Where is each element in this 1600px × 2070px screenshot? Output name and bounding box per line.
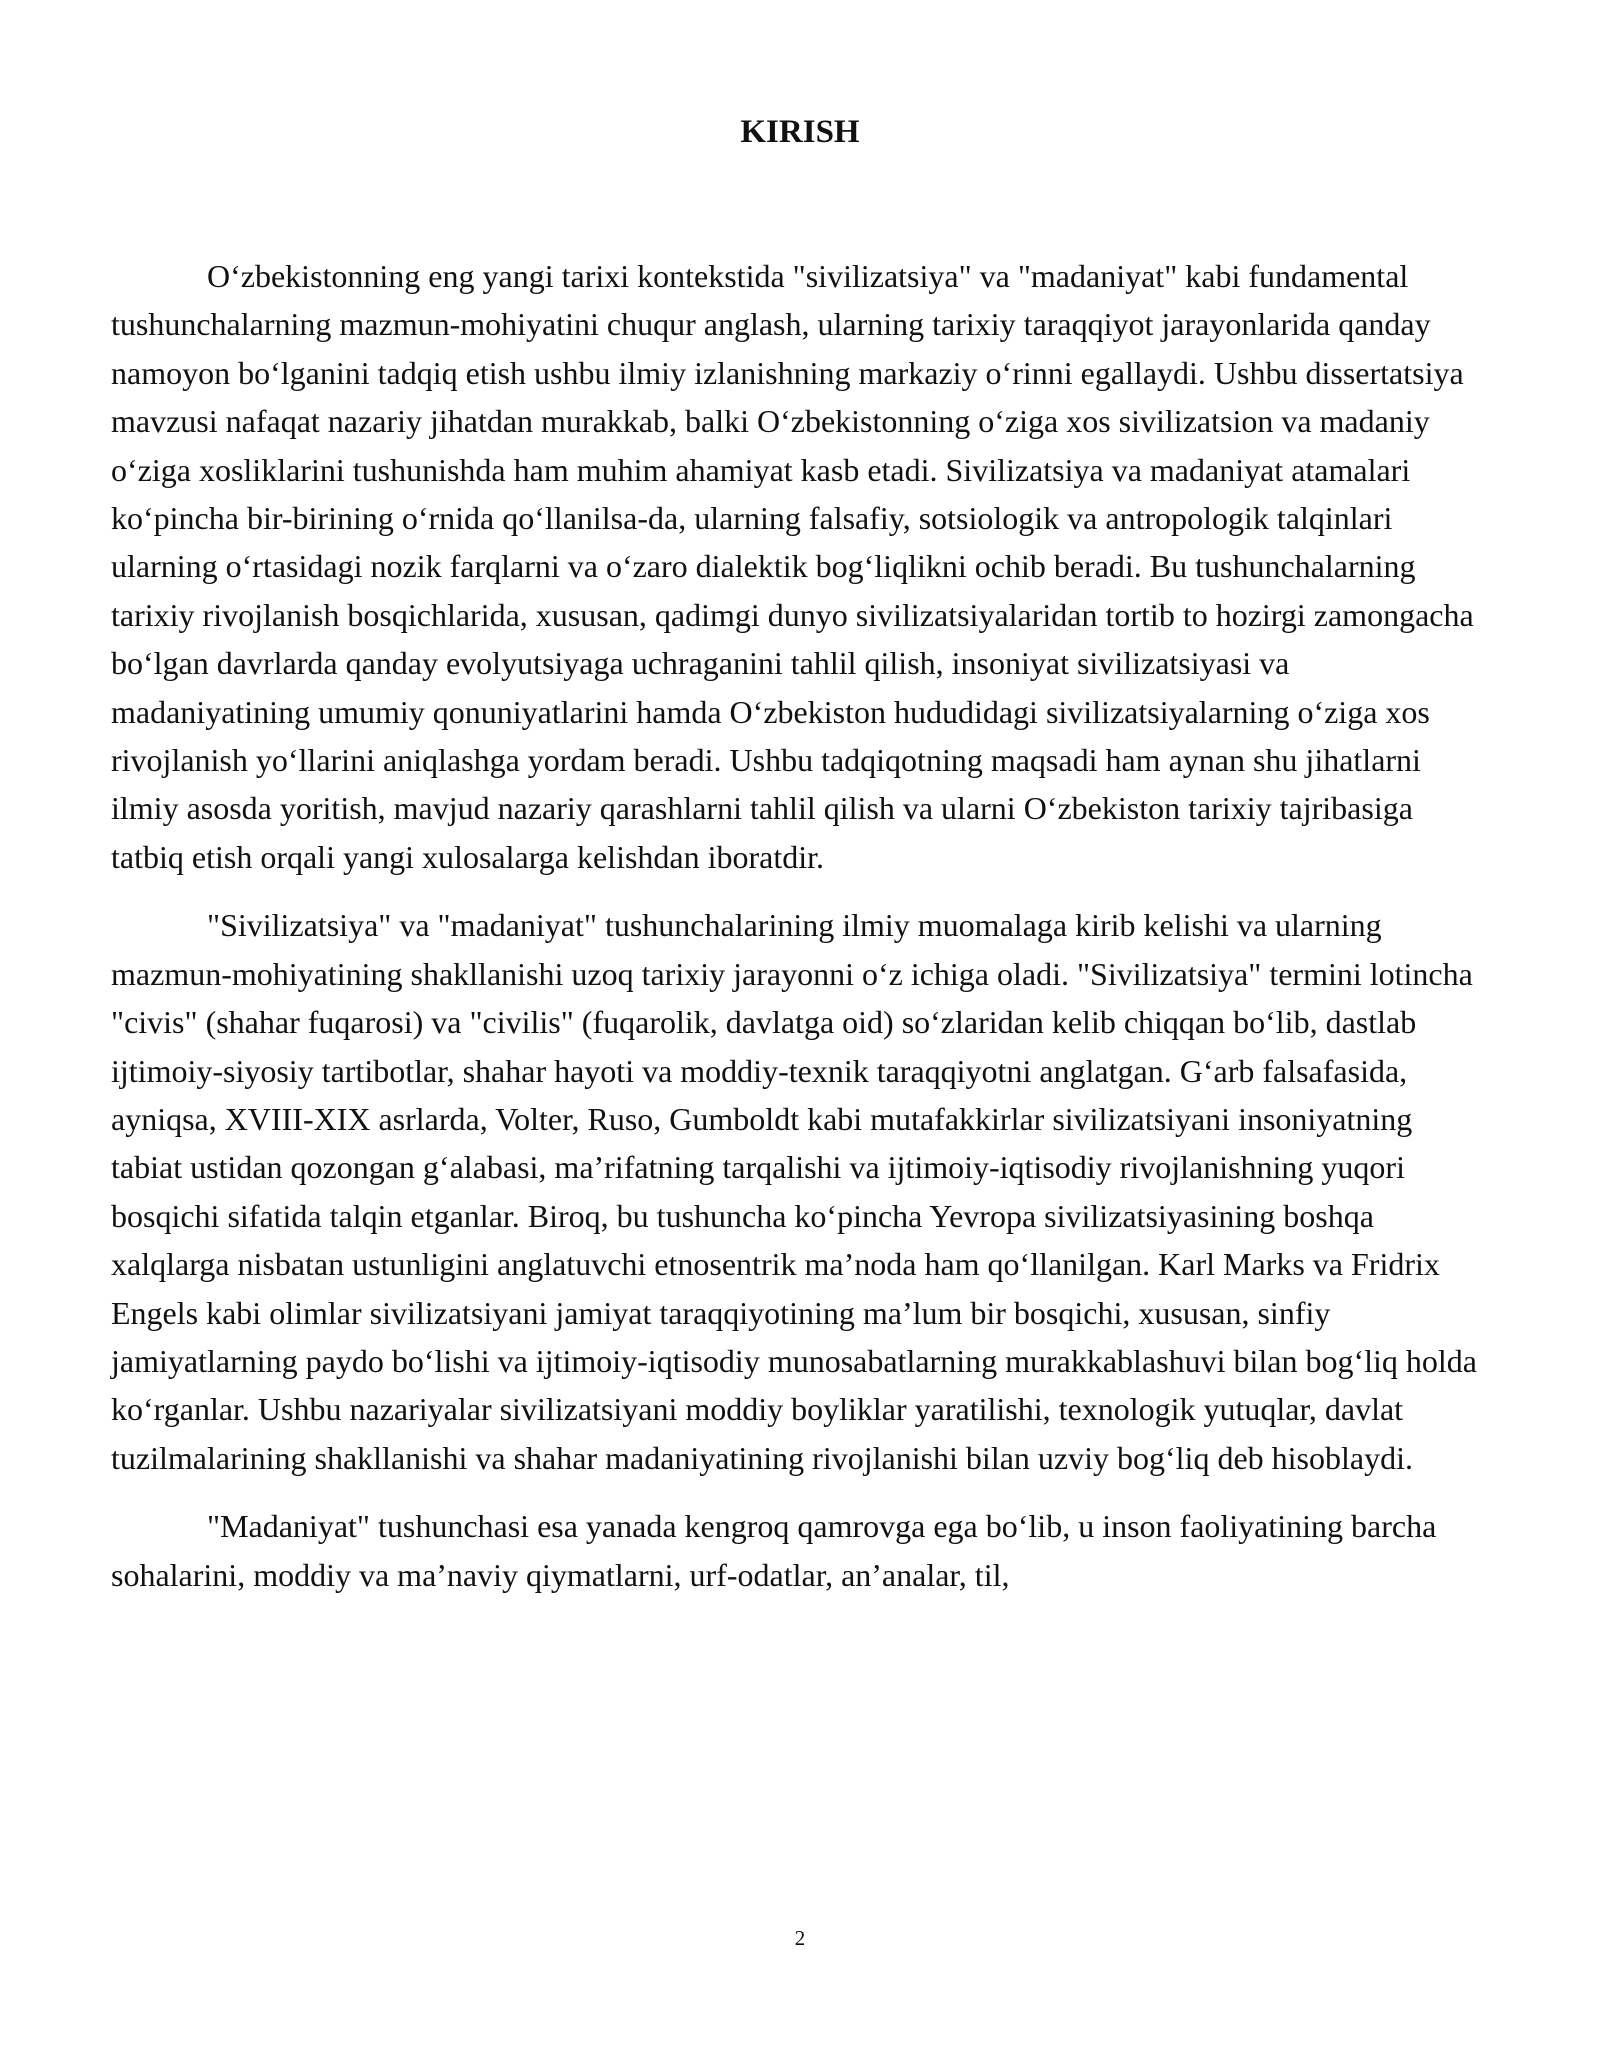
paragraph-culture-term: "Madaniyat" tushunchasi esa yanada kengroq qamrovga ega bo‘lib, u inson faoliyatining barcha sohalarini, moddiy va ma’naviy qiymatlarni, urf-odatlar, an’analar, til, <box>111 1508 1437 1593</box>
page-title: KIRISH <box>740 114 860 150</box>
page-number: 2 <box>794 1926 806 1950</box>
paragraph-civilization-term: "Sivilizatsiya" va "madaniyat" tushunchalarining ilmiy muomalaga kirib kelishi va ularning mazmun-mohiyatining shakllanishi uzoq tarixiy jarayonni o‘z ichiga oladi. "Sivilizatsiya" termini lotincha "civis" (shahar fuqarosi) va "civilis" (fuqarolik, davlatga oid) so‘zlaridan kelib chiqqan bo‘lib, dastlab ijtimoiy-siyosiy tartibotlar, shahar hayoti va moddiy-texnik taraqqiyotni anglatgan. G‘arb falsafasida, ayniqsa, XVIII-XIX asrlarda, Volter, Ruso, Gumboldt kabi mutafakkirlar sivilizatsiyani insoniyatning tabiat ustidan qozongan g‘alabasi, ma’rifatning tarqalishi va ijtimoiy-iqtisodiy rivojlanishning yuqori bosqichi sifatida talqin etganlar. Biroq, bu tushuncha ko‘pincha Yevropa sivilizatsiyasining boshqa xalqlarga nisbatan ustunligini anglatuvchi etnosentrik ma’noda ham qo‘llanilgan. Karl Marks va Fridrix Engels kabi olimlar sivilizatsiyani jamiyat taraqqiyotining ma’lum bir bosqichi, xususan, sinfiy jamiyatlarning paydo bo‘lishi va ijtimoiy-iqtisodiy munosabatlarning murakkablashuvi bilan bog‘liq holda ko‘rganlar. Ushbu nazariyalar sivilizatsiyani moddiy boyliklar yaratilishi, texnologik yutuqlar, davlat tuzilmalarining shakllanishi va shahar madaniyatining rivojlanishi bilan uzviy bog‘liq deb hisoblaydi. <box>111 907 1477 1476</box>
document-body <box>111 252 1491 1619</box>
paragraph-introduction: O‘zbekistonning eng yangi tarixi kontekstida "sivilizatsiya" va "madaniyat" kabi fundamental tushunchalarning mazmun-mohiyatini chuqur anglash, ularning tarixiy taraqqiyot jarayonlarida qanday namoyon bo‘lganini tadqiq etish ushbu ilmiy izlanishning markaziy o‘rinni egallaydi. Ushbu dissertatsiya mavzusi nafaqat nazariy jihatdan murakkab, balki O‘zbekistonning o‘ziga xos sivilizatsion va madaniy o‘ziga xosliklarini tushunishda ham muhim ahamiyat kasb etadi. Sivilizatsiya va madaniyat atamalari ko‘pincha bir-birining o‘rnida qo‘llanilsa-da, ularning falsafiy, sotsiologik va antropologik talqinlari ularning o‘rtasidagi nozik farqlarni va o‘zaro dialektik bog‘liqlikni ochib beradi. Bu tushunchalarning tarixiy rivojlanish bosqichlarida, xususan, qadimgi dunyo sivilizatsiyalaridan tortib to hozirgi zamongacha bo‘lgan davrlarda qanday evolyutsiyaga uchraganini tahlil qilish, insoniyat sivilizatsiyasi va madaniyatining umumiy qonuniyatlarini hamda O‘zbekiston hududidagi sivilizatsiyalarning o‘ziga xos rivojlanish yo‘llarini aniqlashga yordam beradi. Ushbu tadqiqotning maqsadi ham aynan shu jihatlarni ilmiy asosda yoritish, mavjud nazariy qarashlarni tahlil qilish va ularni O‘zbekiston tarixiy tajribasiga tatbiq etish orqali yangi xulosalarga kelishdan iboratdir. <box>111 258 1474 875</box>
